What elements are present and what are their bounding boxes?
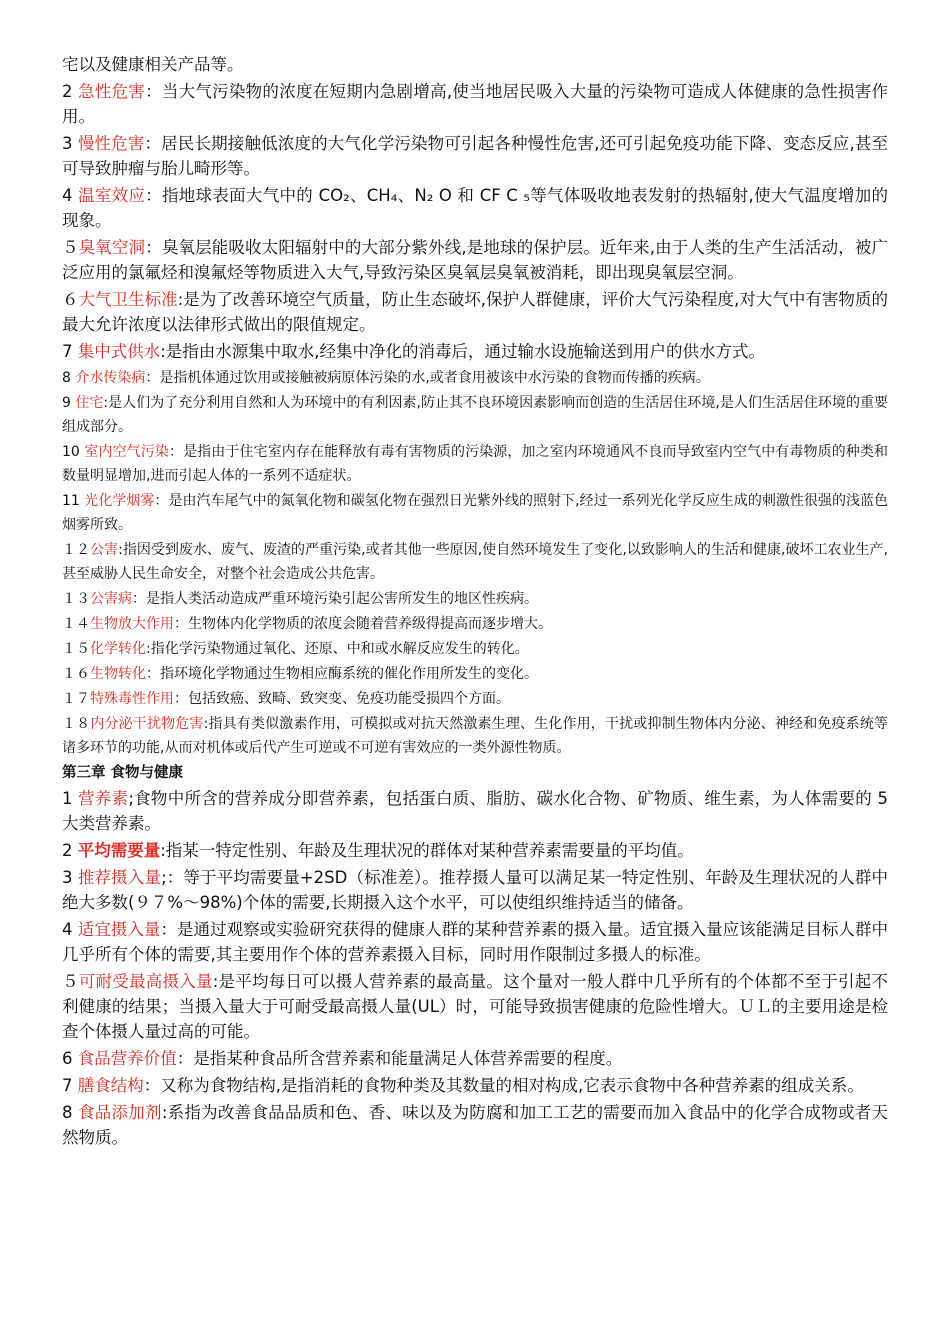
definition-number: 4 bbox=[62, 920, 78, 939]
definition-item bbox=[62, 1073, 888, 1098]
definition-item bbox=[62, 366, 888, 390]
definition-term: 室内空气污染 bbox=[84, 444, 169, 460]
definition-term: 生物放大作用 bbox=[90, 616, 174, 632]
definition-number: 2 bbox=[62, 82, 79, 101]
definition-term: 介水传染病 bbox=[75, 370, 146, 386]
definition-term: 营养素 bbox=[78, 789, 129, 808]
definition-term: 膳食结构 bbox=[77, 1076, 144, 1095]
definition-term: 公害病 bbox=[90, 591, 132, 607]
definition-number: 11 bbox=[62, 493, 85, 509]
definition-text: ：是指机体通过饮用或接触被病原体污染的水,或者食用被该中水污染的食物而传播的疾病。 bbox=[145, 370, 710, 386]
definition-text: ：生物体内化学物质的浓度会随着营养级得提高而逐步增大。 bbox=[174, 616, 552, 632]
definition-number: １３ bbox=[62, 591, 90, 607]
definition-number: 8 bbox=[62, 1103, 79, 1122]
definition-text: ：是指由于住宅室内存在能释放有毒有害物质的污染源，加之室内环境通风不良而导致室内空气中有毒物质的种类和数量明显增加,进而引起人体的一系列不适症状。 bbox=[62, 444, 889, 484]
definition-item bbox=[62, 687, 888, 711]
definition-text: :系指为改善食品品质和色、香、味以及为防腐和加工工艺的需要而加入食品中的化学合成物或者天然物质。 bbox=[62, 1103, 889, 1147]
definition-text: ：居民长期接触低浓度的大气化学污染物可引起各种慢性危害,还可引起免疫功能下降、变态反应,甚至可导致肿瘤与胎儿畸形等。 bbox=[62, 134, 888, 178]
definition-term: 急性危害 bbox=[78, 82, 146, 101]
definition-text: ：是通过观察或实验研究获得的健康人群的某种营养素的摄入量。适宜摄入量应该能满足目标人群中几乎所有个体的需要,其主要用作个体的营养素摄入目标，同时用作限制过多摄人的标准。 bbox=[62, 920, 889, 964]
definition-item bbox=[62, 183, 888, 233]
definition-item bbox=[62, 131, 888, 181]
definition-item bbox=[62, 969, 888, 1044]
document-page bbox=[62, 52, 888, 1152]
definition-item bbox=[62, 287, 888, 337]
definition-number: 10 bbox=[62, 444, 85, 460]
definition-number: 7 bbox=[62, 1076, 78, 1095]
definition-number: １４ bbox=[62, 616, 90, 632]
definition-term: 光化学烟雾 bbox=[84, 493, 155, 509]
definition-item bbox=[62, 440, 888, 488]
definition-number: １２ bbox=[62, 542, 91, 558]
definition-text: ：指地球表面大气中的 CO₂、CH₄、N₂ O 和 CF C ₅等气体吸收地表发射的热辐射,使大气温度增加的现象。 bbox=[62, 186, 888, 230]
chapter3-definitions bbox=[62, 786, 888, 1150]
definition-text: ：又称为食物结构,是指消耗的食物种类及其数量的相对构成,它表示食物中各种营养素的组成关系。 bbox=[143, 1076, 864, 1095]
definition-text: ：指环境化学物通过生物相应酶系统的催化作用所发生的变化。 bbox=[146, 666, 538, 682]
definition-item bbox=[62, 662, 888, 686]
definition-item bbox=[62, 538, 888, 586]
definition-number: 2 bbox=[62, 841, 78, 860]
definition-text: :是指由水源集中取水,经集中净化的消毒后，通过输水设施输送到用户的供水方式。 bbox=[160, 342, 766, 361]
definition-number: ５ bbox=[62, 238, 79, 257]
definition-number: 1 bbox=[62, 789, 79, 808]
definition-text: :指因受到废水、废气、废渣的严重污染,或者其他一些原因,使自然环境发生了变化,以致影响人的生活和健康,破坏工农业生产,甚至威胁人民生命安全，对整个社会造成公共危害。 bbox=[62, 542, 889, 582]
definition-term: 可耐受最高摄入量 bbox=[78, 972, 213, 991]
definition-number: 4 bbox=[62, 186, 79, 205]
chapter3-heading: 第三章 食物与健康 bbox=[62, 765, 184, 781]
definition-number: ５ bbox=[62, 972, 79, 991]
definition-text: :指某一特定性别、年龄及生理状况的群体对某种营养素需要量的平均值。 bbox=[160, 841, 694, 860]
definition-text: :指化学污染物通过氧化、还原、中和或水解反应发生的转化。 bbox=[146, 641, 529, 657]
definition-number: 3 bbox=[62, 134, 78, 153]
definition-item bbox=[62, 489, 888, 537]
intro-text: 宅以及健康相关产品等。 bbox=[62, 55, 244, 74]
definition-text: :是人们为了充分利用自然和人为环境中的有利因素,防止其不良环境因素影响而创造的生活居住环境,是人们生活居住环境的重要组成部分。 bbox=[62, 395, 889, 435]
definition-item bbox=[62, 235, 888, 285]
definition-term: 慢性危害 bbox=[77, 134, 145, 153]
definition-term: 生物转化 bbox=[90, 666, 146, 682]
definition-number: 9 bbox=[62, 395, 76, 411]
definition-number: 6 bbox=[62, 1049, 78, 1068]
definition-term: 公害 bbox=[90, 542, 119, 558]
definition-term: 特殊毒性作用 bbox=[90, 691, 174, 707]
definition-number: 3 bbox=[62, 868, 78, 887]
definition-text: :指具有类似激素作用，可模拟或对抗天然激素生理、生化作用，干扰或抑制生物体内分泌、神经和免疫系统等诸多环节的功能,从而对机体或后代产生可逆或不可逆有害效应的一类外源性物质。 bbox=[62, 716, 889, 756]
definition-term: 臭氧空洞 bbox=[78, 238, 146, 257]
definition-number: 8 bbox=[62, 370, 76, 386]
definition-number: ６ bbox=[62, 290, 79, 309]
definition-term: 食品添加剂 bbox=[78, 1103, 162, 1122]
definition-number: １５ bbox=[62, 641, 90, 657]
definition-item bbox=[62, 79, 888, 129]
definition-term: 平均需要量 bbox=[77, 841, 161, 860]
definition-text: ：是指某种食品所含营养素和能量满足人体营养需要的程度。 bbox=[176, 1049, 623, 1068]
definition-term: 温室效应 bbox=[78, 186, 146, 205]
definition-term: 化学转化 bbox=[90, 641, 146, 657]
definition-item bbox=[62, 637, 888, 661]
definition-term: 大气卫生标准 bbox=[78, 290, 178, 309]
definition-term: 食品营养价值 bbox=[77, 1049, 177, 1068]
definition-number: １７ bbox=[62, 691, 90, 707]
definition-item bbox=[62, 1100, 888, 1150]
chapter2-definitions bbox=[62, 79, 888, 760]
definition-item bbox=[62, 712, 888, 760]
definition-number: １６ bbox=[62, 666, 90, 682]
definition-text: ：是由汽车尾气中的氮氧化物和碳氢化物在强烈日光紫外线的照射下,经过一系列光化学反应生成的刺激性很强的浅蓝色烟雾所致。 bbox=[62, 493, 889, 533]
definition-item bbox=[62, 838, 888, 863]
definition-item bbox=[62, 917, 888, 967]
definition-term: 集中式供水 bbox=[77, 342, 161, 361]
definition-term: 适宜摄入量 bbox=[77, 920, 161, 939]
definition-term: 住宅 bbox=[75, 395, 104, 411]
definition-number: １８ bbox=[62, 716, 91, 732]
definition-text: ：是指人类活动造成严重环境污染引起公害所发生的地区性疾病。 bbox=[132, 591, 538, 607]
definition-item bbox=[62, 1046, 888, 1071]
definition-text: :是平均每日可以摄人营养素的最高量。这个量对一般人群中几乎所有的个体都不至于引起不利健康的结果；当摄入量大于可耐受最高摄人量(UL）时，可能导致损害健康的危险性增大。ＵＬ的主要用途是检查个体摄人量过高的可能。 bbox=[62, 972, 889, 1041]
definition-item bbox=[62, 865, 888, 915]
definition-item bbox=[62, 339, 888, 364]
definition-term: 推荐摄入量 bbox=[77, 868, 162, 887]
definition-text: ：当大气污染物的浓度在短期内急剧增高,使当地居民吸入大量的污染物可造成人体健康的急性损害作用。 bbox=[62, 82, 888, 126]
definition-text: ：臭氧层能吸收太阳辐射中的大部分紫外线,是地球的保护层。近年来,由于人类的生产生活活动，被广泛应用的氯氟烃和溴氟烃等物质进入大气,导致污染区臭氧层臭氧被消耗，即出现臭氧层空洞。 bbox=[62, 238, 888, 282]
definition-number: 7 bbox=[62, 342, 78, 361]
definition-text: :是为了改善环境空气质量，防止生态破坏,保护人群健康，评价大气污染程度,对大气中有害物质的最大允许浓度以法律形式做出的限值规定。 bbox=[62, 290, 888, 334]
definition-item bbox=[62, 391, 888, 439]
definition-item bbox=[62, 786, 888, 836]
definition-text: ;食物中所含的营养成分即营养素，包括蛋白质、脂肪、碳水化合物、矿物质、维生素，为人体需要的 5 大类营养素。 bbox=[62, 789, 888, 833]
definition-item bbox=[62, 587, 888, 611]
definition-item bbox=[62, 612, 888, 636]
definition-text: ;：等于平均需要量+2SD（标准差）。推荐摄人量可以满足某一特定性别、年龄及生理状况的人群中绝大多数(９７%～98%)个体的需要,长期摄入这个水平，可以使组织维持适当的储备。 bbox=[62, 868, 889, 912]
definition-term: 内分泌干扰物危害 bbox=[90, 716, 204, 732]
definition-text: ：包括致癌、致畸、致突变、免疫功能受损四个方面。 bbox=[174, 691, 510, 707]
